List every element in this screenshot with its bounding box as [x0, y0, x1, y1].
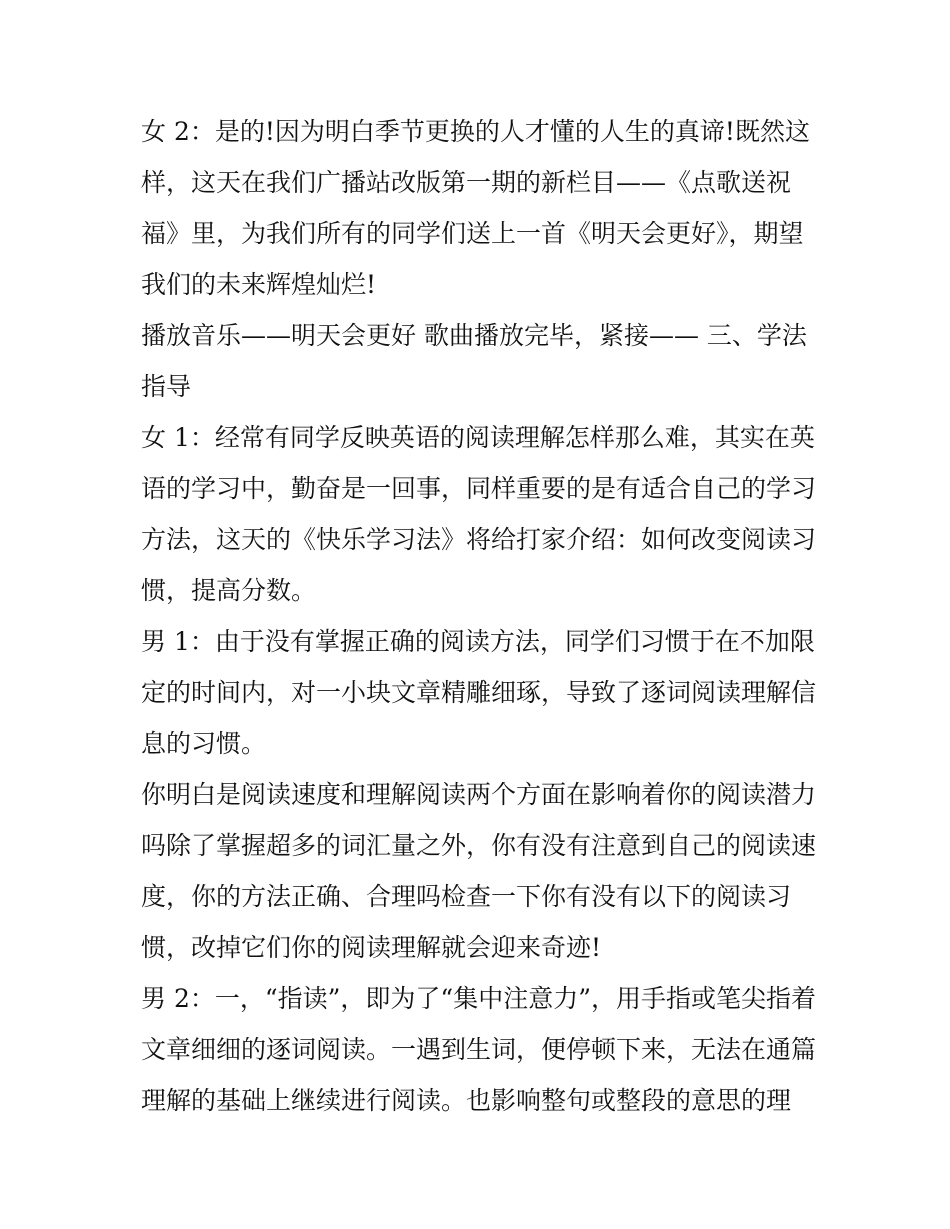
text-line-7: 女 1：经常有同学反映英语的阅读理解怎样那么难，其实在英 — [141, 423, 815, 452]
text-line-20: 理解的基础上继续进行阅读。也影响整句或整段的意思的理 — [141, 1086, 792, 1115]
text-line-6: 指导 — [141, 372, 192, 401]
text-line-17: 惯，改掉它们你的阅读理解就会迎来奇迹! — [141, 933, 602, 962]
text-line-13: 息的习惯。 — [141, 729, 267, 758]
text-line-14: 你明白是阅读速度和理解阅读两个方面在影响着你的阅读潜力 — [141, 780, 817, 809]
document-body — [141, 106, 817, 1126]
text-line-15: 吗除了掌握超多的词汇量之外，你有没有注意到自己的阅读速 — [141, 831, 817, 860]
text-line-11: 男 1：由于没有掌握正确的阅读方法，同学们习惯于在不加限 — [141, 627, 815, 656]
text-line-12: 定的时间内，对一小块文章精雕细琢，导致了逐词阅读理解信 — [141, 678, 817, 707]
text-line-9: 方法，这天的《快乐学习法》将给打家介绍：如何改变阅读习 — [141, 525, 817, 554]
text-line-4: 我们的未来辉煌灿烂! — [141, 270, 377, 299]
text-line-18: 男 2：一，“指读”，即为了“集中注意力”，用手指或笔尖指着 — [141, 984, 816, 1013]
text-line-2: 样，这天在我们广播站改版第一期的新栏目——《点歌送祝 — [141, 168, 792, 197]
text-line-16: 度，你的方法正确、合理吗检查一下你有没有以下的阅读习 — [141, 882, 792, 911]
text-line-8: 语的学习中，勤奋是一回事，同样重要的是有适合自己的学习 — [141, 474, 817, 503]
text-line-19: 文章细细的逐词阅读。一遇到生词，便停顿下来，无法在通篇 — [141, 1035, 817, 1064]
text-line-5: 播放音乐——明天会更好 歌曲播放完毕，紧接—— 三、学法 — [141, 321, 807, 350]
text-line-3: 福》里，为我们所有的同学们送上一首《明天会更好》，期望 — [141, 219, 804, 248]
text-line-1: 女 2：是的!因为明白季节更换的人才懂的人生的真谛!既然这 — [141, 117, 810, 146]
text-line-10: 惯，提高分数。 — [141, 576, 317, 605]
